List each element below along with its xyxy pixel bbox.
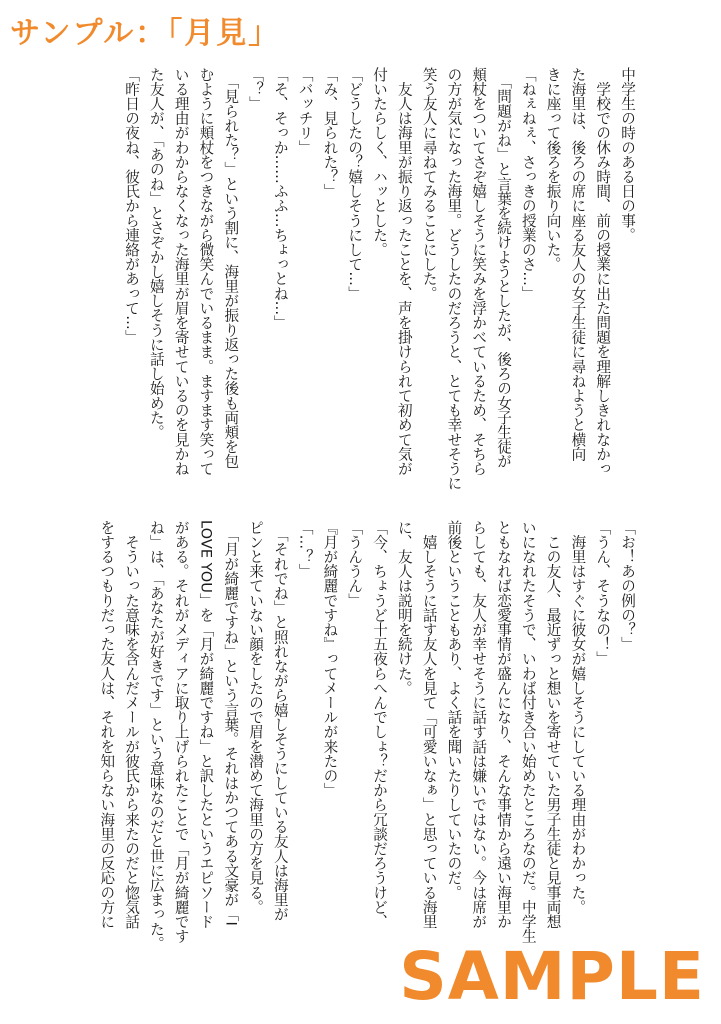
text-line: の方が気になった海里。どうしたのだろうと、とても幸せそうに: [445, 67, 463, 491]
text-line: 頬杖をついてさぞ嬉しそうに笑みを浮かべているため、そちら: [470, 67, 488, 476]
text-line: た海里は、後ろの席に座る友人の女子生徒に尋ねようと横向: [569, 67, 587, 462]
text-line: 「今、ちょうど十五夜らへんでしょ？だから冗談だろうけど、: [371, 520, 389, 929]
text-line: 「うん、そうなの！」: [594, 520, 612, 666]
text-line: 中学生の時のある日の事。: [619, 67, 636, 243]
text-line: 「…？」: [296, 520, 314, 579]
text-line: 友人は海里が振り返ったことを、声を掛けられて初めて気が: [395, 67, 413, 476]
text-line: いになれたそうで、いわば付き合い始めたところなのだ。中学生: [519, 520, 537, 944]
text-line: 付いたらしく、ハッとした。: [371, 67, 389, 257]
text-line: 海里はすぐに彼女が嬉しそうにしている理由がわかった。: [569, 520, 587, 915]
text-line: 「どうしたの？嬉しそうにして…」: [346, 67, 364, 301]
text-line: ね」は、「あなたが好きです」という意味なのだと世に広まった。: [147, 520, 165, 951]
text-line: そういった意味を含んだメールが彼氏から来たのだと惚気話: [123, 520, 141, 929]
text-line: 「問題がね」と言葉を続けようとしたが、後ろの女子生徒が: [495, 67, 513, 469]
body-text-upper: [84, 67, 639, 491]
text-line: 『月が綺麗ですね』ってメールが来たの」: [321, 520, 339, 798]
text-line: 「ねぇねぇ、さっきの授業のさ…」: [519, 67, 537, 301]
text-line: 「バッチリ」: [296, 67, 314, 155]
sample-watermark: SAMPLE: [399, 938, 705, 1015]
text-line: 「昨日の夜ね、彼氏から連絡があって…」: [123, 67, 141, 345]
text-line: この友人、最近ずっと想いを寄せていた男子生徒と見事両想: [544, 520, 562, 929]
text-line: 「？」: [247, 67, 265, 111]
text-line: 「月が綺麗ですね」という言葉。それはかつてある文豪が「I: [222, 520, 240, 926]
text-line: 「そ、そっか……ふふ…ちょっとね…」: [271, 67, 289, 330]
body-text-lower: [84, 520, 639, 951]
text-line: ピンと来ていない顔をしたので眉を潜めて海里の方を見る。: [247, 520, 265, 915]
text-line: 「それでね」と照れながら嬉しそうにしている友人は海里が: [271, 520, 289, 922]
text-line: むように頬杖をつきながら微笑んでいるまま。ますます笑って: [197, 67, 215, 476]
text-line: LOVE YOU」を「月が綺麗ですね」と訳したというエピソード: [197, 520, 215, 929]
text-line: 「うんうん」: [346, 520, 364, 608]
text-line: をするつもりだった友人は、それを知らない海里の反応の方に: [98, 520, 116, 929]
text-line: きに座って後ろを振り向いた。: [544, 67, 562, 272]
page-title: サンプル：「月見」: [10, 16, 281, 51]
text-line: 学校での休み時間、前の授業に出た問題を理解しきれなかっ: [594, 67, 612, 476]
text-line: 「見られた？」という割に、海里が振り返った後も両頬を包: [222, 67, 240, 469]
text-line: いる理由がわからなくなった海里が眉を寄せているのを見かね: [172, 67, 190, 476]
text-line: 前後ということもあり、よく話を聞いたりしていたのだ。: [445, 520, 463, 900]
text-line: に、友人は説明を続けた。: [395, 520, 413, 696]
text-line: がある。それがメディアに取り上げられたことで「月が綺麗です: [172, 520, 190, 944]
text-line: 笑う友人に尋ねてみることにした。: [420, 67, 438, 301]
text-line: た友人が、「あのね」とさぞかし嬉しそうに話し始めた。: [147, 67, 165, 440]
text-line: らしても、友人が幸せそうに話す話は嫌いではない。今は席が: [470, 520, 488, 929]
text-line: 嬉しそうに話す友人を見て「可愛いなぁ」と思っている海里: [420, 520, 438, 929]
text-line: 「み、見られた？」: [321, 67, 339, 199]
text-line: 「お！あの例の？」: [619, 520, 636, 652]
text-line: ともなれば恋愛事情が盛んになり、そんな事情から遠い海里か: [495, 520, 513, 929]
